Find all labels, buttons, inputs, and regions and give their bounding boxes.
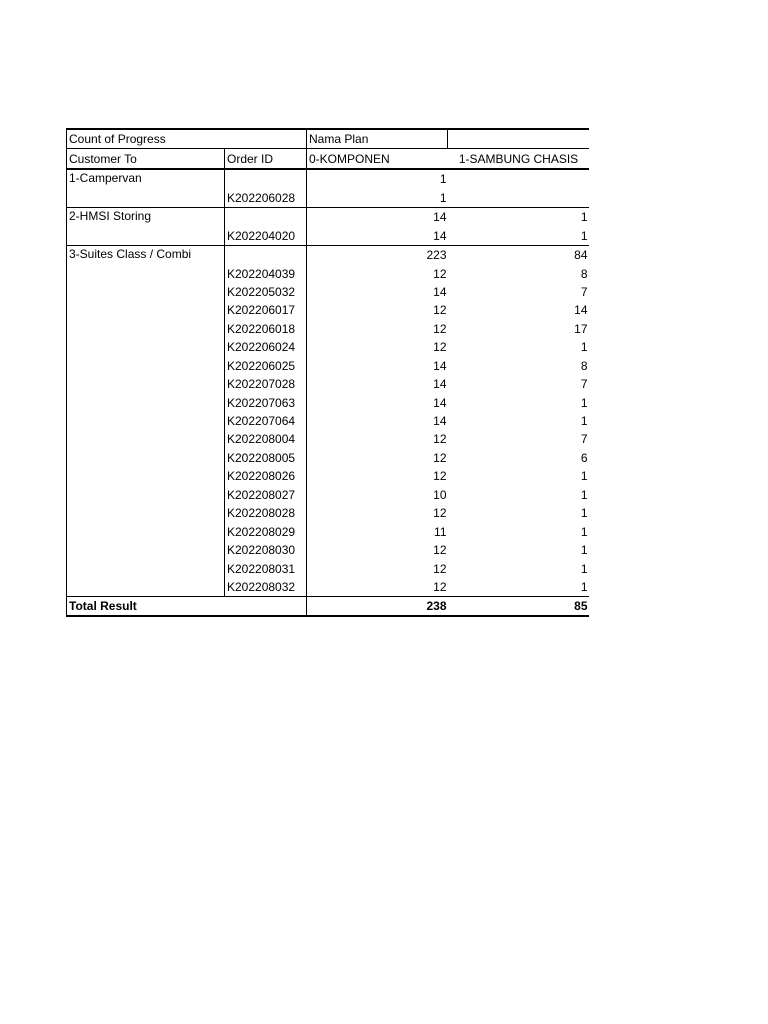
col-header-sambung: 1-SAMBUNG CHASIS — [448, 149, 589, 169]
order-komponen: 10 — [307, 485, 448, 503]
total-row — [67, 596, 589, 616]
order-id: K202208026 — [225, 467, 307, 485]
customer-row — [67, 169, 589, 188]
order-komponen: 14 — [307, 226, 448, 245]
order-id: K202207064 — [225, 412, 307, 430]
order-sambung: 1 — [580, 469, 588, 484]
order-sambung: 17 — [574, 321, 588, 336]
order-sambung: 7 — [580, 377, 588, 392]
order-sambung: 1 — [580, 524, 588, 539]
order-komponen: 12 — [307, 559, 448, 577]
order-sambung: 1 — [580, 340, 588, 355]
order-id: K202204020 — [225, 226, 307, 245]
order-komponen: 12 — [307, 467, 448, 485]
col-header-komponen: 0-KOMPONEN — [307, 149, 448, 169]
order-id: K202205032 — [225, 283, 307, 301]
order-sambung: 1 — [580, 487, 588, 502]
order-komponen: 12 — [307, 319, 448, 337]
order-sambung: 1 — [580, 506, 588, 521]
customer-name: 3-Suites Class / Combi — [67, 245, 225, 596]
order-id: K202208027 — [225, 485, 307, 503]
order-komponen: 12 — [307, 448, 448, 466]
subtotal-sambung: 1 — [448, 207, 589, 226]
order-komponen: 14 — [307, 375, 448, 393]
row-field-order: Order ID — [225, 149, 307, 169]
order-komponen: 12 — [307, 338, 448, 356]
order-sambung: 1 — [580, 579, 588, 594]
order-id: K202208004 — [225, 430, 307, 448]
pivot-body — [67, 129, 589, 616]
customer-name: 1-Campervan — [67, 169, 225, 207]
order-id: K202207063 — [225, 393, 307, 411]
order-sambung: 7 — [580, 284, 588, 299]
order-id: K202208005 — [225, 448, 307, 466]
order-id: K202204039 — [225, 264, 307, 282]
measure-label: Count of Progress — [67, 129, 307, 149]
order-sambung: 1 — [580, 414, 588, 428]
order-id: K202208031 — [225, 559, 307, 577]
order-id: K202208032 — [225, 578, 307, 597]
subtotal-komponen: 223 — [307, 245, 448, 264]
customer-name: 2-HMSI Storing — [67, 207, 225, 245]
order-id-empty — [225, 245, 307, 264]
order-komponen: 12 — [307, 504, 448, 522]
order-id-empty — [225, 207, 307, 226]
order-komponen: 12 — [307, 430, 448, 448]
order-komponen: 12 — [307, 264, 448, 282]
header-row-2 — [67, 149, 589, 169]
order-komponen: 11 — [307, 522, 448, 540]
order-komponen: 14 — [307, 283, 448, 301]
order-sambung: 7 — [580, 432, 588, 447]
order-sambung: 1 — [580, 561, 588, 576]
order-komponen: 1 — [307, 188, 448, 207]
order-komponen: 12 — [307, 301, 448, 319]
pivot-table — [66, 128, 589, 617]
order-id: K202207028 — [225, 375, 307, 393]
order-id: K202206025 — [225, 356, 307, 374]
total-komponen: 238 — [307, 596, 448, 616]
subtotal-komponen: 1 — [307, 169, 448, 188]
order-komponen: 12 — [307, 541, 448, 559]
subtotal-sambung: 84 — [448, 245, 589, 264]
order-id-empty — [225, 169, 307, 188]
order-id: K202208029 — [225, 522, 307, 540]
order-sambung: 1 — [580, 395, 588, 410]
total-sambung: 85 — [448, 596, 589, 616]
order-komponen: 14 — [307, 412, 448, 430]
order-sambung: 14 — [574, 303, 588, 318]
column-field-label: Nama Plan — [307, 129, 448, 149]
customer-row — [67, 245, 589, 264]
order-komponen: 14 — [307, 393, 448, 411]
order-id: K202208030 — [225, 541, 307, 559]
order-id: K202206024 — [225, 338, 307, 356]
order-sambung: 8 — [580, 358, 588, 373]
order-id: K202206018 — [225, 319, 307, 337]
order-komponen: 14 — [307, 356, 448, 374]
order-komponen: 12 — [307, 578, 448, 597]
order-id: K202206028 — [225, 188, 307, 207]
customer-row — [67, 207, 589, 226]
total-label: Total Result — [67, 596, 307, 616]
order-sambung — [448, 188, 589, 207]
row-field-customer: Customer To — [67, 149, 225, 169]
subtotal-sambung — [448, 169, 589, 188]
order-id: K202206017 — [225, 301, 307, 319]
order-sambung: 1 — [580, 543, 588, 558]
order-sambung: 1 — [580, 228, 588, 243]
subtotal-komponen: 14 — [307, 207, 448, 226]
order-id: K202208028 — [225, 504, 307, 522]
order-sambung: 6 — [580, 450, 588, 465]
header-row-1 — [67, 129, 589, 149]
column-field-empty — [448, 129, 589, 149]
order-sambung: 8 — [580, 266, 588, 281]
